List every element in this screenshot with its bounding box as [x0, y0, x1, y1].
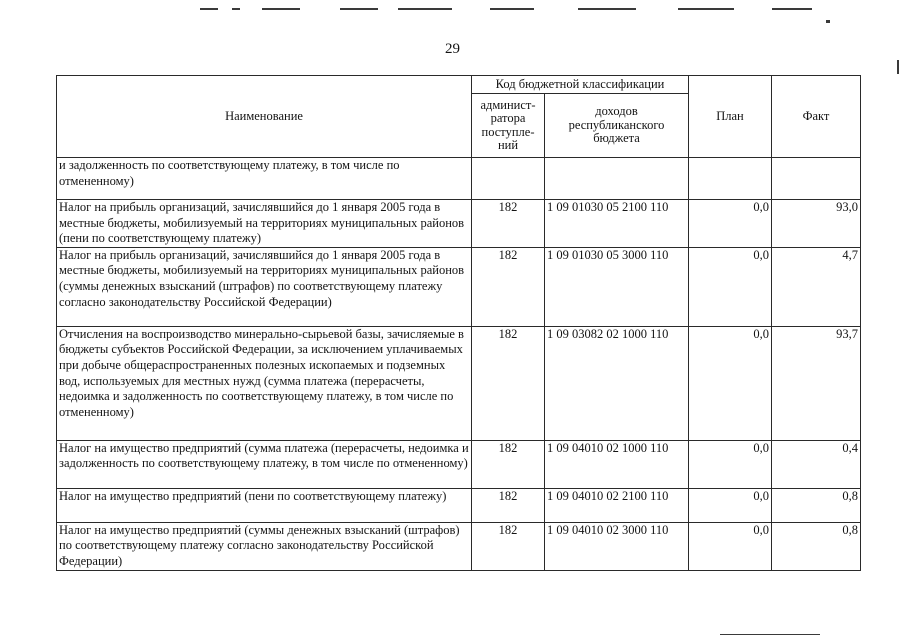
scan-artifact: [340, 8, 378, 10]
row-plan: 0,0: [689, 440, 772, 488]
table-row: [57, 440, 861, 488]
row-income-code: 1 09 04010 02 3000 110: [545, 522, 689, 570]
scan-artifact: [398, 8, 452, 10]
row-income-code: 1 09 01030 05 2100 110: [545, 200, 689, 248]
scan-artifact: [720, 634, 820, 635]
row-plan: 0,0: [689, 326, 772, 440]
row-fact: [772, 158, 861, 200]
row-admin-code: 182: [472, 440, 545, 488]
row-admin-code: 182: [472, 326, 545, 440]
budget-table: [56, 75, 861, 571]
row-admin-code: 182: [472, 522, 545, 570]
row-admin-code: 182: [472, 200, 545, 248]
col-header-admin: админист-ратора поступле-ний: [472, 94, 545, 158]
row-name: и задолженность по соответствующему платежу, в том числе по отмененному): [57, 158, 472, 200]
table-row: [57, 326, 861, 440]
col-header-code-group: Код бюджетной классификации: [472, 76, 689, 94]
scan-artifact: [578, 8, 636, 10]
row-fact: 0,8: [772, 488, 861, 522]
row-fact: 0,4: [772, 440, 861, 488]
row-fact: 93,0: [772, 200, 861, 248]
row-income-code: [545, 158, 689, 200]
row-income-code: 1 09 04010 02 1000 110: [545, 440, 689, 488]
table-row: [57, 488, 861, 522]
page-number: 29: [445, 41, 460, 57]
scan-artifact: [678, 8, 734, 10]
row-name: Налог на прибыль организаций, зачислявшийся до 1 января 2005 года в местные бюджеты, мобилизуемый на территориях муниципальных районов (суммы денежных взысканий (штрафов) по соответствующему платежу согласно законодательству Российской Федерации): [57, 247, 472, 326]
row-plan: [689, 158, 772, 200]
table-row: [57, 247, 861, 326]
col-header-income: доходов республиканского бюджета: [545, 94, 689, 158]
row-name: Налог на имущество предприятий (суммы денежных взысканий (штрафов) по соответствующему платежу согласно законодательству Российской Федерации): [57, 522, 472, 570]
row-name: Налог на имущество предприятий (пени по соответствующему платежу): [57, 488, 472, 522]
row-admin-code: 182: [472, 247, 545, 326]
scan-artifact: [232, 8, 240, 10]
col-header-plan: План: [689, 76, 772, 158]
row-admin-code: 182: [472, 488, 545, 522]
row-income-code: 1 09 04010 02 2100 110: [545, 488, 689, 522]
row-admin-code: [472, 158, 545, 200]
table-row: [57, 158, 861, 200]
scan-artifact: [262, 8, 300, 10]
table-row: [57, 522, 861, 570]
row-plan: 0,0: [689, 522, 772, 570]
row-plan: 0,0: [689, 488, 772, 522]
col-header-name: Наименование: [57, 76, 472, 158]
row-name: Налог на имущество предприятий (сумма платежа (перерасчеты, недоимка и задолженность по соответствующему платежу, в том числе по отмененному): [57, 440, 472, 488]
col-header-fact: Факт: [772, 76, 861, 158]
row-income-code: 1 09 03082 02 1000 110: [545, 326, 689, 440]
row-fact: 4,7: [772, 247, 861, 326]
row-plan: 0,0: [689, 200, 772, 248]
scan-artifact: [897, 60, 899, 74]
scan-artifact: [826, 20, 830, 23]
row-fact: 93,7: [772, 326, 861, 440]
scan-artifact: [200, 8, 218, 10]
row-name: Налог на прибыль организаций, зачислявшийся до 1 января 2005 года в местные бюджеты, мобилизуемый на территориях муниципальных районов (пени по соответствующему платежу): [57, 200, 472, 248]
row-name: Отчисления на воспроизводство минерально-сырьевой базы, зачисляемые в бюджеты субъектов Российской Федерации, за исключением уплачиваемых при добыче общераспространенных полезных ископаемых и подземных вод, используемых для местных нужд (сумма платежа (перерасчеты, недоимка и задолженность по соответствующему платежу, в том числе по отмененному): [57, 326, 472, 440]
row-plan: 0,0: [689, 247, 772, 326]
row-income-code: 1 09 01030 05 3000 110: [545, 247, 689, 326]
scan-artifact: [772, 8, 812, 10]
table-row: [57, 200, 861, 248]
scan-artifact: [490, 8, 534, 10]
row-fact: 0,8: [772, 522, 861, 570]
